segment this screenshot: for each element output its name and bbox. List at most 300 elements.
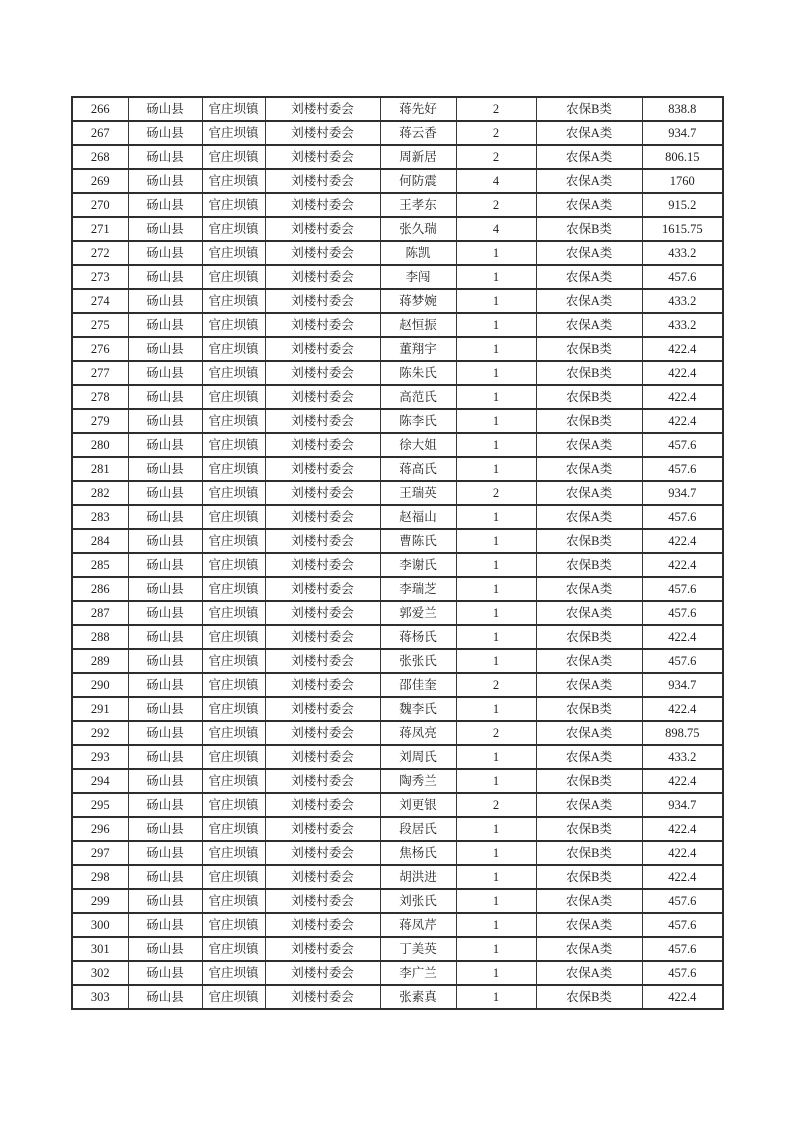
cell-amount: 422.4 — [642, 817, 723, 841]
cell-count: 4 — [456, 169, 536, 193]
cell-village: 刘楼村委会 — [265, 769, 380, 793]
cell-village: 刘楼村委会 — [265, 913, 380, 937]
cell-no: 276 — [72, 337, 128, 361]
table-row — [72, 697, 723, 721]
table-row — [72, 841, 723, 865]
cell-county: 砀山县 — [128, 649, 202, 673]
cell-county: 砀山县 — [128, 409, 202, 433]
cell-category: 农保A类 — [536, 481, 642, 505]
table-row — [72, 889, 723, 913]
cell-category: 农保A类 — [536, 121, 642, 145]
cell-category: 农保A类 — [536, 937, 642, 961]
cell-category: 农保A类 — [536, 433, 642, 457]
table-row — [72, 505, 723, 529]
cell-count: 1 — [456, 577, 536, 601]
cell-no: 280 — [72, 433, 128, 457]
cell-village: 刘楼村委会 — [265, 121, 380, 145]
cell-count: 1 — [456, 625, 536, 649]
cell-count: 2 — [456, 97, 536, 121]
cell-county: 砀山县 — [128, 553, 202, 577]
cell-count: 1 — [456, 601, 536, 625]
cell-town: 官庄坝镇 — [202, 529, 265, 553]
cell-name: 郭爱兰 — [380, 601, 456, 625]
cell-amount: 457.6 — [642, 913, 723, 937]
cell-category: 农保B类 — [536, 217, 642, 241]
cell-name: 陶秀兰 — [380, 769, 456, 793]
cell-count: 1 — [456, 313, 536, 337]
cell-town: 官庄坝镇 — [202, 361, 265, 385]
cell-name: 丁美英 — [380, 937, 456, 961]
cell-village: 刘楼村委会 — [265, 529, 380, 553]
cell-count: 1 — [456, 769, 536, 793]
cell-town: 官庄坝镇 — [202, 433, 265, 457]
cell-no: 277 — [72, 361, 128, 385]
table-row — [72, 673, 723, 697]
cell-name: 李瑞芝 — [380, 577, 456, 601]
cell-count: 1 — [456, 505, 536, 529]
table-row — [72, 481, 723, 505]
cell-village: 刘楼村委会 — [265, 865, 380, 889]
cell-county: 砀山县 — [128, 625, 202, 649]
cell-name: 李广兰 — [380, 961, 456, 985]
table-row — [72, 265, 723, 289]
cell-county: 砀山县 — [128, 793, 202, 817]
cell-no: 270 — [72, 193, 128, 217]
cell-name: 蒋梦婉 — [380, 289, 456, 313]
cell-village: 刘楼村委会 — [265, 265, 380, 289]
cell-village: 刘楼村委会 — [265, 601, 380, 625]
cell-count: 1 — [456, 337, 536, 361]
cell-village: 刘楼村委会 — [265, 481, 380, 505]
table-row — [72, 793, 723, 817]
cell-village: 刘楼村委会 — [265, 217, 380, 241]
cell-category: 农保B类 — [536, 865, 642, 889]
cell-town: 官庄坝镇 — [202, 649, 265, 673]
cell-name: 陈凯 — [380, 241, 456, 265]
cell-amount: 457.6 — [642, 457, 723, 481]
cell-count: 1 — [456, 361, 536, 385]
cell-category: 农保B类 — [536, 817, 642, 841]
cell-name: 魏李氏 — [380, 697, 456, 721]
cell-village: 刘楼村委会 — [265, 145, 380, 169]
cell-name: 陈朱氏 — [380, 361, 456, 385]
cell-no: 297 — [72, 841, 128, 865]
cell-amount: 422.4 — [642, 553, 723, 577]
cell-village: 刘楼村委会 — [265, 241, 380, 265]
cell-count: 2 — [456, 673, 536, 697]
cell-name: 蒋凤亮 — [380, 721, 456, 745]
cell-county: 砀山县 — [128, 889, 202, 913]
cell-county: 砀山县 — [128, 961, 202, 985]
cell-category: 农保B类 — [536, 385, 642, 409]
cell-category: 农保B类 — [536, 553, 642, 577]
cell-county: 砀山县 — [128, 145, 202, 169]
cell-name: 张久瑞 — [380, 217, 456, 241]
cell-name: 蒋云香 — [380, 121, 456, 145]
cell-town: 官庄坝镇 — [202, 169, 265, 193]
cell-category: 农保B类 — [536, 97, 642, 121]
cell-name: 陈李氏 — [380, 409, 456, 433]
cell-town: 官庄坝镇 — [202, 145, 265, 169]
cell-county: 砀山县 — [128, 385, 202, 409]
cell-amount: 422.4 — [642, 337, 723, 361]
cell-category: 农保A类 — [536, 289, 642, 313]
cell-county: 砀山县 — [128, 169, 202, 193]
cell-village: 刘楼村委会 — [265, 97, 380, 121]
cell-county: 砀山县 — [128, 433, 202, 457]
cell-count: 1 — [456, 529, 536, 553]
cell-amount: 1615.75 — [642, 217, 723, 241]
cell-village: 刘楼村委会 — [265, 649, 380, 673]
table-row — [72, 169, 723, 193]
cell-village: 刘楼村委会 — [265, 937, 380, 961]
cell-amount: 457.6 — [642, 649, 723, 673]
cell-no: 303 — [72, 985, 128, 1009]
cell-village: 刘楼村委会 — [265, 697, 380, 721]
cell-amount: 934.7 — [642, 481, 723, 505]
table-row — [72, 577, 723, 601]
cell-county: 砀山县 — [128, 289, 202, 313]
table-row — [72, 433, 723, 457]
cell-village: 刘楼村委会 — [265, 433, 380, 457]
cell-amount: 433.2 — [642, 313, 723, 337]
cell-town: 官庄坝镇 — [202, 793, 265, 817]
cell-county: 砀山县 — [128, 97, 202, 121]
cell-village: 刘楼村委会 — [265, 169, 380, 193]
cell-count: 1 — [456, 985, 536, 1009]
cell-name: 邵佳奎 — [380, 673, 456, 697]
cell-village: 刘楼村委会 — [265, 361, 380, 385]
cell-count: 1 — [456, 961, 536, 985]
cell-no: 290 — [72, 673, 128, 697]
cell-no: 295 — [72, 793, 128, 817]
cell-category: 农保A类 — [536, 169, 642, 193]
cell-amount: 422.4 — [642, 697, 723, 721]
cell-category: 农保A类 — [536, 961, 642, 985]
cell-no: 291 — [72, 697, 128, 721]
cell-amount: 838.8 — [642, 97, 723, 121]
cell-town: 官庄坝镇 — [202, 337, 265, 361]
cell-town: 官庄坝镇 — [202, 769, 265, 793]
cell-town: 官庄坝镇 — [202, 913, 265, 937]
cell-no: 281 — [72, 457, 128, 481]
cell-amount: 422.4 — [642, 361, 723, 385]
cell-category: 农保B类 — [536, 985, 642, 1009]
cell-county: 砀山县 — [128, 457, 202, 481]
cell-name: 蒋凤芹 — [380, 913, 456, 937]
cell-village: 刘楼村委会 — [265, 841, 380, 865]
cell-no: 279 — [72, 409, 128, 433]
cell-no: 299 — [72, 889, 128, 913]
cell-category: 农保B类 — [536, 529, 642, 553]
cell-town: 官庄坝镇 — [202, 553, 265, 577]
cell-count: 1 — [456, 889, 536, 913]
cell-no: 294 — [72, 769, 128, 793]
cell-town: 官庄坝镇 — [202, 625, 265, 649]
table-row — [72, 217, 723, 241]
cell-village: 刘楼村委会 — [265, 385, 380, 409]
cell-amount: 433.2 — [642, 241, 723, 265]
table-row — [72, 937, 723, 961]
cell-no: 271 — [72, 217, 128, 241]
cell-village: 刘楼村委会 — [265, 289, 380, 313]
table-row — [72, 361, 723, 385]
cell-no: 269 — [72, 169, 128, 193]
cell-category: 农保A类 — [536, 649, 642, 673]
cell-amount: 934.7 — [642, 673, 723, 697]
cell-town: 官庄坝镇 — [202, 841, 265, 865]
cell-category: 农保A类 — [536, 673, 642, 697]
cell-town: 官庄坝镇 — [202, 889, 265, 913]
cell-village: 刘楼村委会 — [265, 793, 380, 817]
cell-county: 砀山县 — [128, 841, 202, 865]
cell-count: 1 — [456, 553, 536, 577]
cell-category: 农保B类 — [536, 697, 642, 721]
cell-village: 刘楼村委会 — [265, 505, 380, 529]
cell-count: 1 — [456, 457, 536, 481]
table-row — [72, 529, 723, 553]
cell-town: 官庄坝镇 — [202, 505, 265, 529]
cell-town: 官庄坝镇 — [202, 481, 265, 505]
cell-amount: 422.4 — [642, 865, 723, 889]
cell-no: 272 — [72, 241, 128, 265]
cell-category: 农保B类 — [536, 361, 642, 385]
cell-town: 官庄坝镇 — [202, 961, 265, 985]
cell-count: 1 — [456, 841, 536, 865]
cell-category: 农保A类 — [536, 577, 642, 601]
cell-town: 官庄坝镇 — [202, 601, 265, 625]
cell-count: 1 — [456, 409, 536, 433]
cell-name: 王瑞英 — [380, 481, 456, 505]
cell-amount: 422.4 — [642, 625, 723, 649]
table-row — [72, 457, 723, 481]
cell-no: 300 — [72, 913, 128, 937]
cell-count: 2 — [456, 145, 536, 169]
cell-count: 2 — [456, 121, 536, 145]
cell-name: 蒋杨氏 — [380, 625, 456, 649]
cell-no: 268 — [72, 145, 128, 169]
cell-county: 砀山县 — [128, 601, 202, 625]
table-row — [72, 193, 723, 217]
cell-category: 农保B类 — [536, 409, 642, 433]
cell-amount: 1760 — [642, 169, 723, 193]
cell-count: 1 — [456, 913, 536, 937]
cell-count: 2 — [456, 793, 536, 817]
cell-category: 农保B类 — [536, 769, 642, 793]
cell-name: 刘更银 — [380, 793, 456, 817]
cell-amount: 433.2 — [642, 289, 723, 313]
cell-no: 278 — [72, 385, 128, 409]
cell-county: 砀山县 — [128, 337, 202, 361]
cell-name: 何防震 — [380, 169, 456, 193]
table-body — [72, 97, 723, 1009]
cell-category: 农保A类 — [536, 265, 642, 289]
cell-no: 267 — [72, 121, 128, 145]
cell-count: 1 — [456, 289, 536, 313]
cell-amount: 934.7 — [642, 121, 723, 145]
cell-amount: 915.2 — [642, 193, 723, 217]
cell-town: 官庄坝镇 — [202, 937, 265, 961]
cell-town: 官庄坝镇 — [202, 121, 265, 145]
cell-name: 胡洪进 — [380, 865, 456, 889]
cell-amount: 422.4 — [642, 769, 723, 793]
cell-county: 砀山县 — [128, 913, 202, 937]
cell-town: 官庄坝镇 — [202, 97, 265, 121]
table-row — [72, 721, 723, 745]
cell-no: 284 — [72, 529, 128, 553]
cell-amount: 457.6 — [642, 889, 723, 913]
cell-town: 官庄坝镇 — [202, 289, 265, 313]
cell-county: 砀山县 — [128, 721, 202, 745]
table-row — [72, 913, 723, 937]
cell-name: 李闯 — [380, 265, 456, 289]
cell-town: 官庄坝镇 — [202, 265, 265, 289]
pension-payment-table — [71, 96, 724, 1010]
cell-amount: 898.75 — [642, 721, 723, 745]
cell-village: 刘楼村委会 — [265, 577, 380, 601]
cell-category: 农保B类 — [536, 841, 642, 865]
cell-town: 官庄坝镇 — [202, 457, 265, 481]
cell-amount: 433.2 — [642, 745, 723, 769]
cell-amount: 457.6 — [642, 961, 723, 985]
cell-amount: 422.4 — [642, 385, 723, 409]
cell-count: 1 — [456, 865, 536, 889]
cell-no: 293 — [72, 745, 128, 769]
cell-category: 农保A类 — [536, 889, 642, 913]
cell-name: 张素真 — [380, 985, 456, 1009]
cell-amount: 422.4 — [642, 409, 723, 433]
cell-village: 刘楼村委会 — [265, 313, 380, 337]
table-row — [72, 121, 723, 145]
table-row — [72, 817, 723, 841]
cell-category: 农保A类 — [536, 457, 642, 481]
table-row — [72, 649, 723, 673]
cell-town: 官庄坝镇 — [202, 217, 265, 241]
table-row — [72, 409, 723, 433]
cell-no: 296 — [72, 817, 128, 841]
cell-county: 砀山县 — [128, 985, 202, 1009]
cell-county: 砀山县 — [128, 505, 202, 529]
cell-category: 农保A类 — [536, 145, 642, 169]
cell-category: 农保A类 — [536, 721, 642, 745]
table-row — [72, 145, 723, 169]
table-row — [72, 961, 723, 985]
cell-village: 刘楼村委会 — [265, 889, 380, 913]
cell-name: 周新居 — [380, 145, 456, 169]
table-row — [72, 769, 723, 793]
cell-village: 刘楼村委会 — [265, 553, 380, 577]
cell-name: 刘张氏 — [380, 889, 456, 913]
cell-count: 1 — [456, 817, 536, 841]
cell-county: 砀山县 — [128, 265, 202, 289]
cell-county: 砀山县 — [128, 697, 202, 721]
cell-count: 1 — [456, 433, 536, 457]
cell-village: 刘楼村委会 — [265, 745, 380, 769]
cell-name: 赵恒振 — [380, 313, 456, 337]
cell-county: 砀山县 — [128, 673, 202, 697]
cell-name: 刘周氏 — [380, 745, 456, 769]
cell-town: 官庄坝镇 — [202, 865, 265, 889]
cell-amount: 422.4 — [642, 841, 723, 865]
cell-name: 蒋先好 — [380, 97, 456, 121]
cell-county: 砀山县 — [128, 121, 202, 145]
cell-count: 1 — [456, 265, 536, 289]
cell-village: 刘楼村委会 — [265, 625, 380, 649]
cell-count: 1 — [456, 241, 536, 265]
cell-count: 1 — [456, 649, 536, 673]
cell-town: 官庄坝镇 — [202, 385, 265, 409]
cell-no: 266 — [72, 97, 128, 121]
cell-name: 赵福山 — [380, 505, 456, 529]
cell-count: 2 — [456, 481, 536, 505]
cell-town: 官庄坝镇 — [202, 577, 265, 601]
cell-no: 283 — [72, 505, 128, 529]
cell-town: 官庄坝镇 — [202, 817, 265, 841]
cell-count: 2 — [456, 193, 536, 217]
table-row — [72, 625, 723, 649]
cell-count: 1 — [456, 697, 536, 721]
cell-no: 292 — [72, 721, 128, 745]
cell-no: 287 — [72, 601, 128, 625]
cell-village: 刘楼村委会 — [265, 961, 380, 985]
cell-town: 官庄坝镇 — [202, 721, 265, 745]
table-row — [72, 865, 723, 889]
cell-village: 刘楼村委会 — [265, 817, 380, 841]
cell-village: 刘楼村委会 — [265, 193, 380, 217]
cell-category: 农保A类 — [536, 193, 642, 217]
table-row — [72, 745, 723, 769]
cell-county: 砀山县 — [128, 313, 202, 337]
cell-amount: 934.7 — [642, 793, 723, 817]
cell-amount: 457.6 — [642, 937, 723, 961]
cell-county: 砀山县 — [128, 937, 202, 961]
cell-name: 王孝东 — [380, 193, 456, 217]
cell-name: 曹陈氏 — [380, 529, 456, 553]
table-row — [72, 97, 723, 121]
table-row — [72, 241, 723, 265]
cell-count: 2 — [456, 721, 536, 745]
cell-count: 1 — [456, 385, 536, 409]
cell-village: 刘楼村委会 — [265, 673, 380, 697]
cell-category: 农保A类 — [536, 313, 642, 337]
cell-town: 官庄坝镇 — [202, 985, 265, 1009]
cell-category: 农保A类 — [536, 793, 642, 817]
cell-amount: 457.6 — [642, 265, 723, 289]
cell-town: 官庄坝镇 — [202, 745, 265, 769]
cell-name: 张张氏 — [380, 649, 456, 673]
cell-town: 官庄坝镇 — [202, 193, 265, 217]
cell-town: 官庄坝镇 — [202, 673, 265, 697]
cell-town: 官庄坝镇 — [202, 313, 265, 337]
cell-name: 高范氏 — [380, 385, 456, 409]
cell-amount: 457.6 — [642, 577, 723, 601]
cell-no: 301 — [72, 937, 128, 961]
cell-town: 官庄坝镇 — [202, 241, 265, 265]
cell-county: 砀山县 — [128, 577, 202, 601]
cell-category: 农保A类 — [536, 505, 642, 529]
table-row — [72, 289, 723, 313]
cell-amount: 806.15 — [642, 145, 723, 169]
cell-village: 刘楼村委会 — [265, 721, 380, 745]
cell-amount: 422.4 — [642, 529, 723, 553]
cell-name: 蒋高氏 — [380, 457, 456, 481]
cell-no: 274 — [72, 289, 128, 313]
cell-name: 李谢氏 — [380, 553, 456, 577]
cell-amount: 457.6 — [642, 505, 723, 529]
cell-town: 官庄坝镇 — [202, 409, 265, 433]
table-row — [72, 601, 723, 625]
cell-no: 289 — [72, 649, 128, 673]
